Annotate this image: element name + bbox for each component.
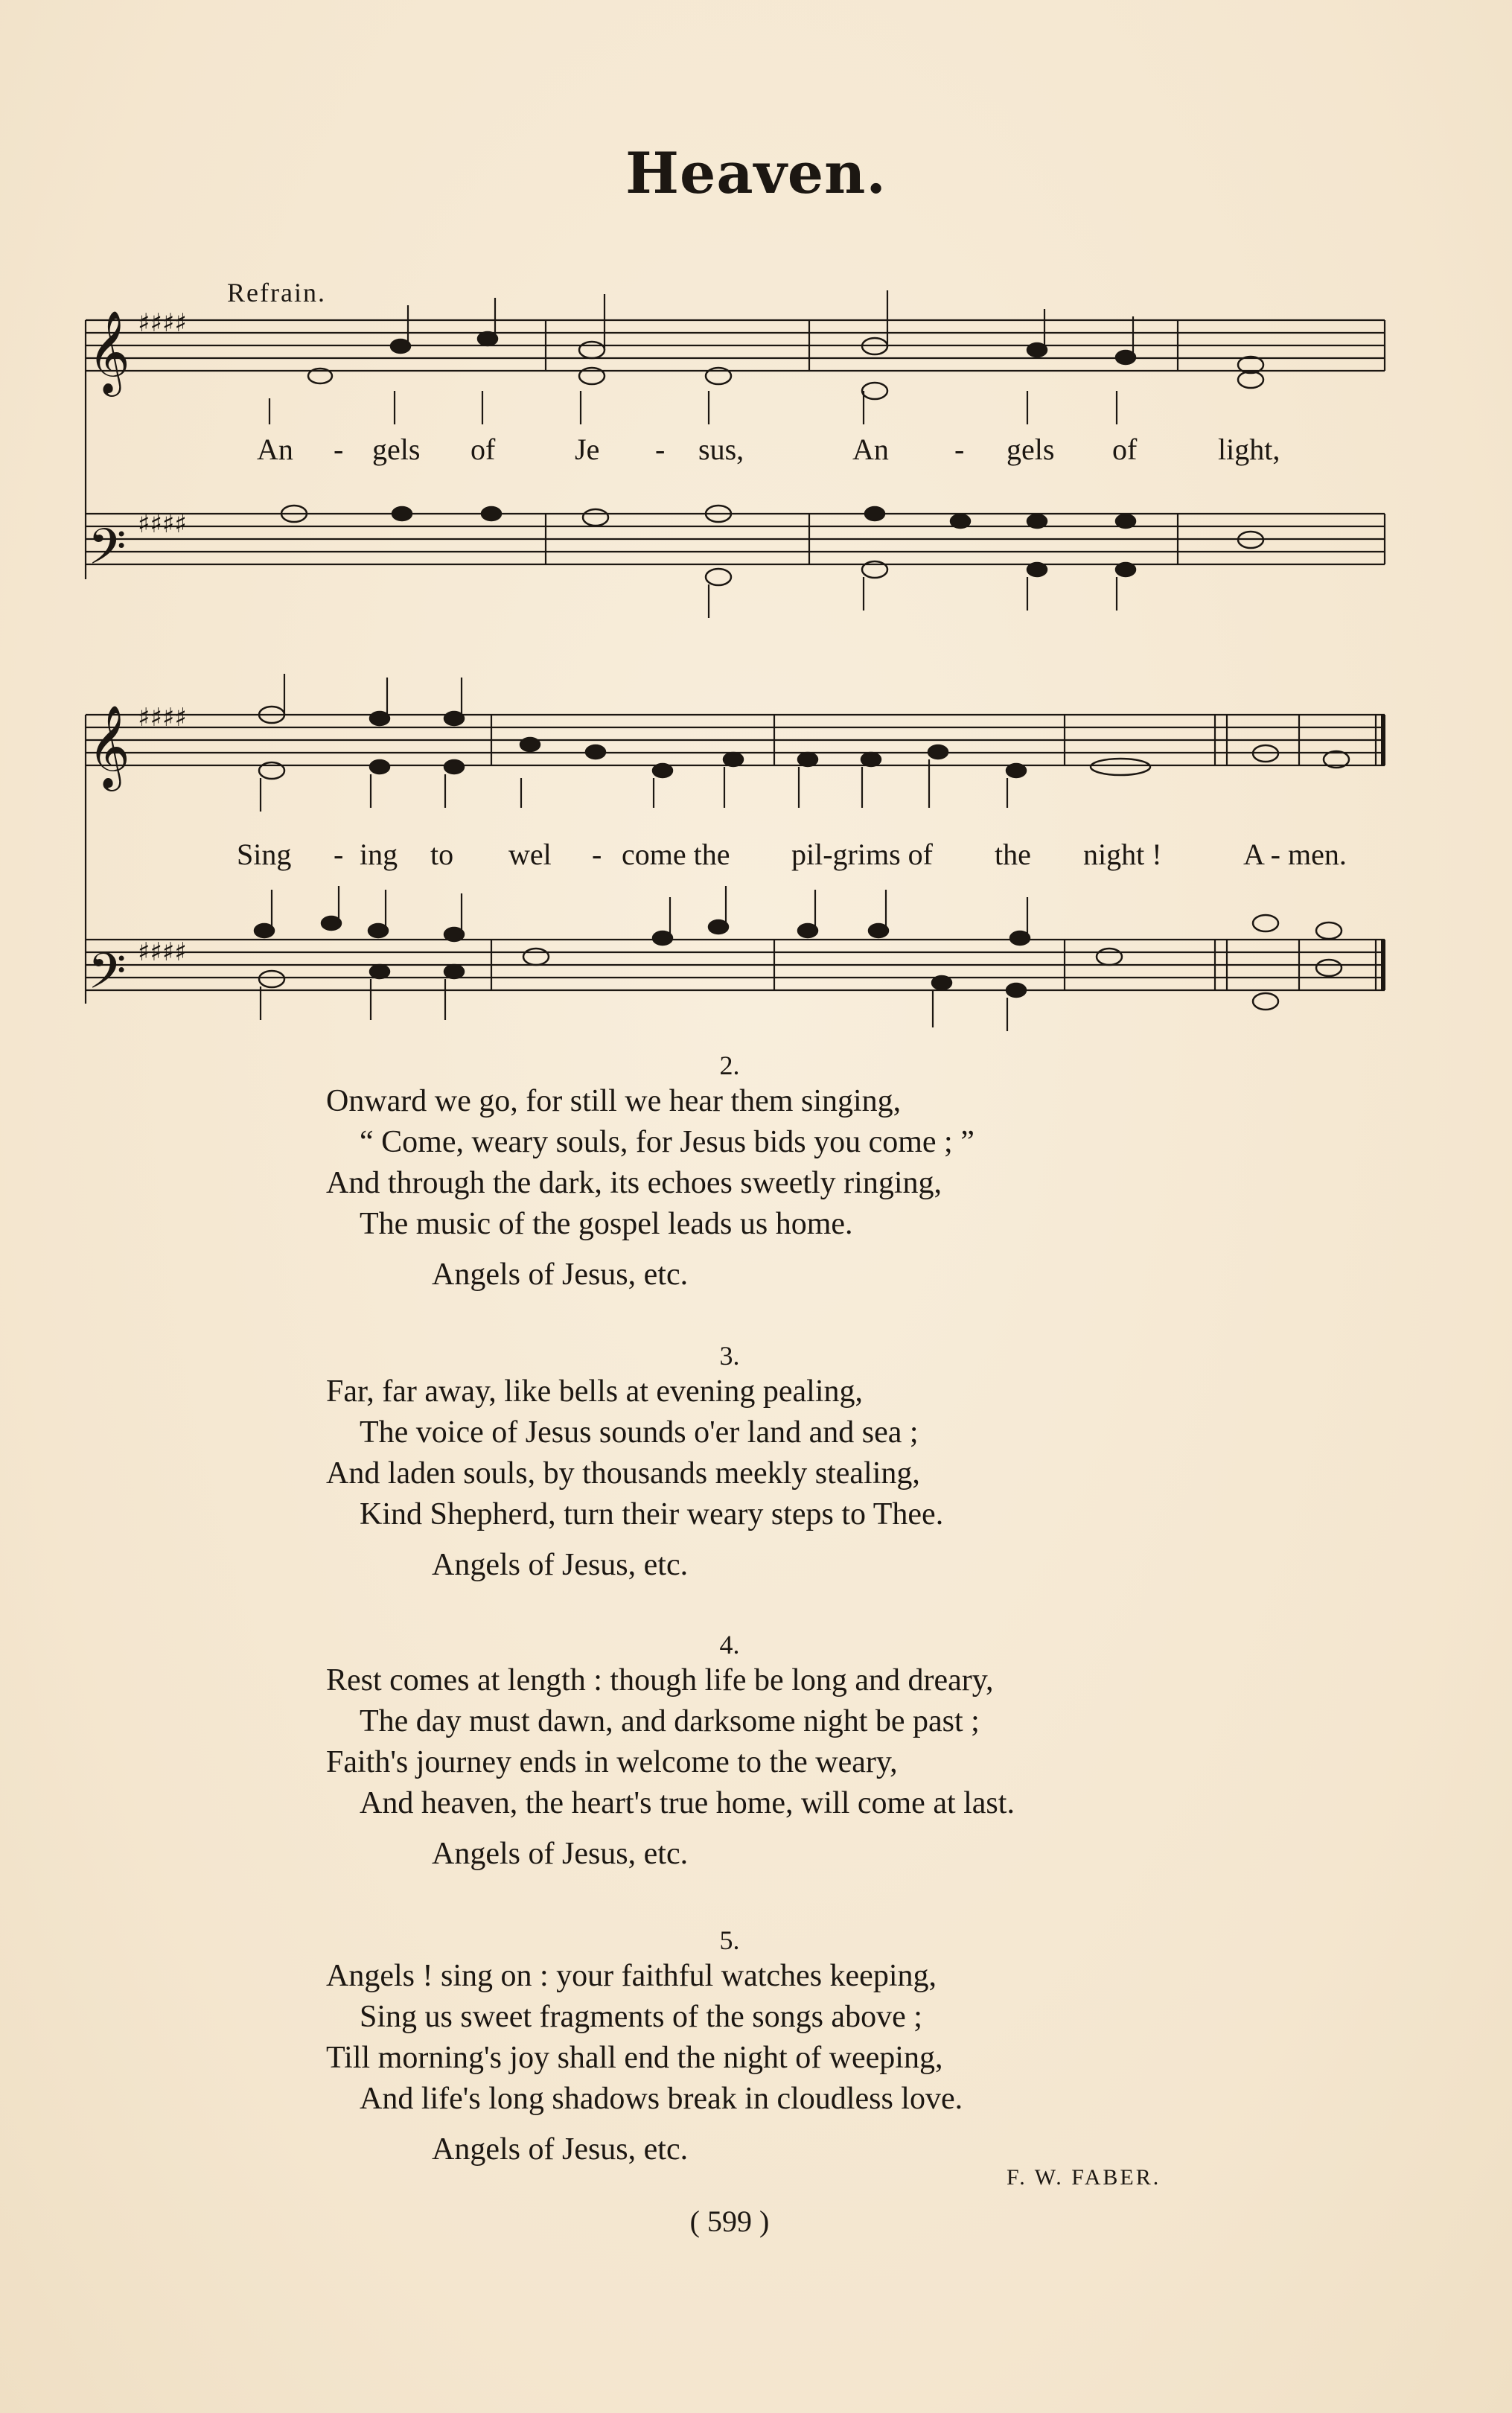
staff-bass-1	[86, 514, 1385, 564]
stanza-line: Rest comes at length : though life be long and dreary,	[326, 1663, 994, 1698]
svg-text:♯♯♯♯: ♯♯♯♯	[138, 703, 187, 733]
stanza-line: The music of the gospel leads us home.	[360, 1207, 853, 1241]
lyric-syllable: -	[655, 433, 666, 466]
staff-treble-1	[86, 320, 1385, 371]
stanza-line: Sing us sweet fragments of the songs above ;	[360, 2000, 922, 2034]
stanza-line: Angels ! sing on : your faithful watches keeping,	[326, 1959, 937, 1993]
svg-text:𝄢: 𝄢	[88, 943, 127, 1012]
lyric-syllable: A - men.	[1243, 838, 1347, 871]
stanza-line: And through the dark, its echoes sweetly ringing,	[326, 1166, 942, 1200]
lyric-syllable: of	[470, 433, 496, 466]
stanza-refrain: Angels of Jesus, etc.	[432, 1548, 689, 1582]
stanza-line: And laden souls, by thousands meekly stealing,	[326, 1456, 920, 1491]
music-score	[0, 0, 1512, 1042]
svg-text:𝄢: 𝄢	[88, 518, 127, 587]
stanza-number: 5.	[719, 1925, 740, 1955]
svg-text:♯♯♯♯: ♯♯♯♯	[138, 308, 187, 338]
lyric-syllable: pil-grims of	[791, 838, 933, 871]
stanza-line: “ Come, weary souls, for Jesus bids you come ; ”	[360, 1125, 974, 1159]
lyric-syllable: -	[334, 838, 344, 871]
lyric-syllable: sus,	[698, 433, 744, 466]
lyric-syllable: Je	[575, 433, 600, 466]
author-credit: F. W. FABER.	[1007, 2165, 1161, 2190]
svg-text:♯♯♯♯: ♯♯♯♯	[138, 509, 187, 539]
svg-text:𝄞: 𝄞	[88, 310, 130, 393]
stanza-line: And life's long shadows break in cloudless love.	[360, 2082, 963, 2116]
svg-text:𝄞: 𝄞	[88, 704, 130, 788]
stanza-number: 4.	[719, 1630, 740, 1660]
hymn-title: Heaven.	[625, 140, 887, 206]
lyric-syllable: of	[1112, 433, 1138, 466]
lyric-syllable: -	[954, 433, 965, 466]
lyric-syllable: -	[334, 433, 344, 466]
refrain-label: Refrain.	[227, 278, 326, 307]
lyric-syllable: An	[257, 433, 293, 466]
lyric-syllable: wel	[508, 838, 552, 871]
stanza-line: Kind Shepherd, turn their weary steps to Thee.	[360, 1497, 944, 1531]
svg-text:♯♯♯♯: ♯♯♯♯	[138, 937, 187, 967]
lyric-syllable: An	[852, 433, 889, 466]
stanza-number: 2.	[719, 1051, 740, 1080]
stanza-line: The voice of Jesus sounds o'er land and sea ;	[360, 1415, 919, 1450]
page-number: ( 599 )	[689, 2205, 770, 2238]
stanza-line: Faith's journey ends in welcome to the weary,	[326, 1745, 898, 1779]
lyric-syllable: gels	[1007, 433, 1055, 466]
stanza-line: Far, far away, like bells at evening pealing,	[326, 1374, 863, 1409]
lyric-syllable: Sing	[237, 838, 292, 871]
stanza-refrain: Angels of Jesus, etc.	[432, 1837, 689, 1871]
staff-bass-2	[86, 940, 1385, 990]
lyric-syllable: night !	[1083, 838, 1162, 871]
stanza-number: 3.	[719, 1341, 740, 1371]
stanza-line: And heaven, the heart's true home, will come at last.	[360, 1786, 1015, 1820]
lyric-syllable: ing	[360, 838, 398, 871]
stanza-refrain: Angels of Jesus, etc.	[432, 1257, 689, 1292]
stanza-line: Till morning's joy shall end the night of weeping,	[326, 2041, 943, 2075]
lyric-syllable: the	[995, 838, 1031, 871]
stanza-refrain: Angels of Jesus, etc.	[432, 2132, 689, 2167]
stanza-line: Onward we go, for still we hear them singing,	[326, 1084, 902, 1118]
lyric-syllable: -	[592, 838, 602, 871]
lyric-syllable: light,	[1218, 433, 1280, 466]
lyric-syllable: come the	[622, 838, 730, 871]
lyric-syllable: to	[430, 838, 454, 871]
lyric-syllable: gels	[372, 433, 421, 466]
stanza-line: The day must dawn, and darksome night be past ;	[360, 1704, 980, 1738]
